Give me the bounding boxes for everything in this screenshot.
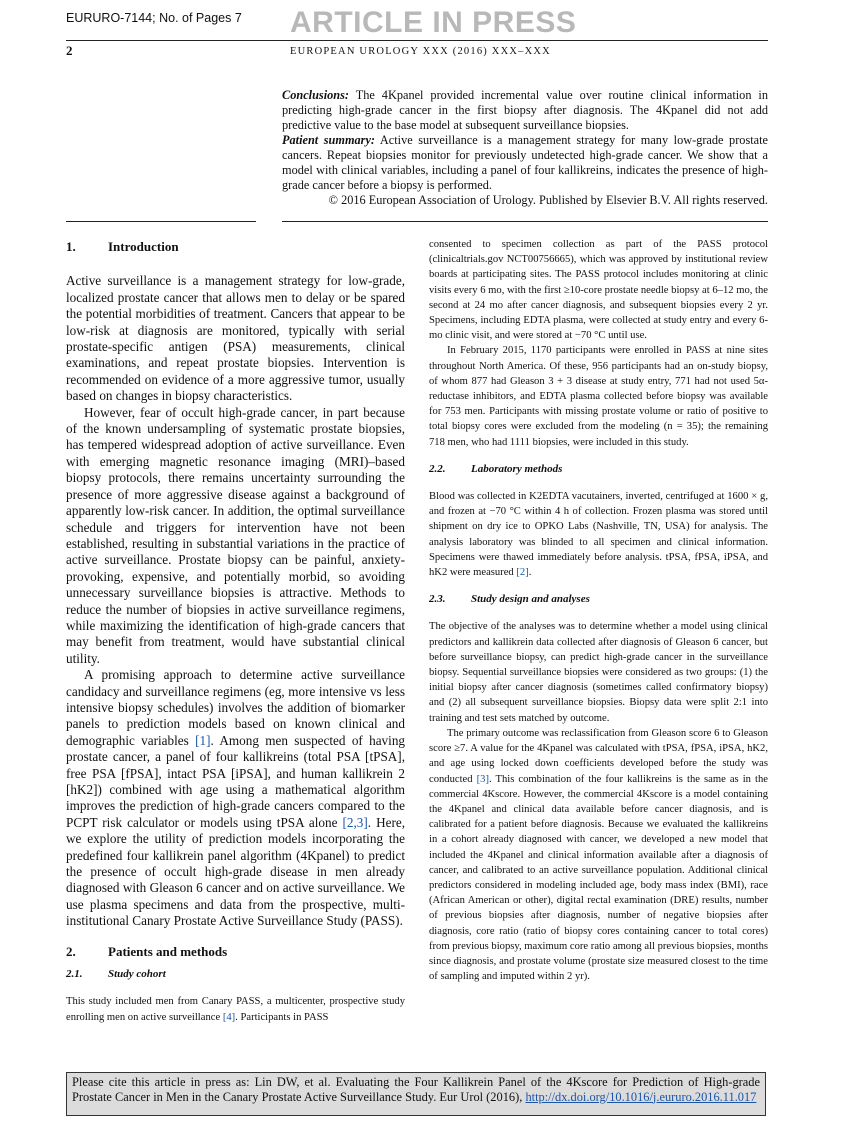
citation-link[interactable]: [2] [516,567,529,579]
conclusions-text: The 4Kpanel provided incremental value over routine clinical information in predicting high-grade cancer in the first biopsy after diagnosis. The 4Kpanel did not add predictive value to the base model at subsequent surveillance biopsies. [282,88,768,132]
citation-link[interactable]: [3] [476,773,489,785]
subsection-title: Study design and analyses [471,593,590,606]
text-run: . Participants in PASS [235,1011,329,1023]
citation-footer-box [66,1072,766,1116]
conclusions-label: Conclusions: [282,88,349,102]
section-title: Introduction [108,239,179,254]
section-number: 1. [66,239,76,254]
cohort-paragraph-2: In February 2015, 1170 participants were enrolled in PASS at nine sites throughout North America. Of these, 956 participants had an on-study biopsy, of whom 877 had Gleason 3 + 3 disease at study entry, 771 had not used 5α-reductase inhibitors, and EDTA plasma collected before biopsy was available for 753 men. Participants with missing prostate volume or ratio of positive to total biopsy cores were excluded from the modeling (n = 35); the remaining 718 men, who had 1111 biopsies, were included in this study. [429,345,768,448]
section-number: 2. [66,943,76,959]
patient-summary-label: Patient summary: [282,133,376,147]
right-abstract-rule [282,221,768,222]
section-title: Patients and methods [108,943,228,959]
study-design-paragraph-2 [429,726,768,984]
intro-paragraph-1: Active surveillance is a management strategy for low-grade, localized prostate cancer that allows men to delay or be spared the potential morbidities of treatment. Cancers that appear to be low-risk at diagnosis are monitored, typically with serial prostate-specific antigen (PSA) measurements, clinical examinations, and repeat prostate biopsies. Intervention is recommended on evidence of a more aggressive tumor, usually based on changes in biopsy characteristics. [66,273,405,404]
header-rule [66,40,768,41]
text-run: . Among men suspected of having prostate cancer, a panel of four kallikreins (total PSA [tPSA], free PSA [fPSA], intact PSA [iPSA], and human kallikrein 2 [hK2]) combined with age using a mathematical algorithm improves the prediction of high-grade cancers compared to the PCPT risk calculator or models using tPSA alone [66,732,406,830]
cohort-paragraph-continued: consented to specimen collection as part of the PASS protocol (clinicaltrials.gov NCT00756665), which was approved by institutional review boards at participating sites. The PASS protocol includes monitoring at clinic visits every 6 mo, with the first ≥10-core prostate needle biopsy at 6–12 mo, the second at 24 mo after cancer diagnosis, and subsequent biopsies every 2 yr. Specimens, including EDTA plasma, were collected at study entry and every 6-mo clinic visit, and were stored at −70 °C until use. [429,239,768,342]
patient-summary-paragraph [282,133,768,193]
intro-paragraph-2: However, fear of occult high-grade cancer, in part because of the known undersampling of systematic prostate biopsies, has tempered widespread adoption of active surveillance. Even with emerging magnetic resonance imaging (MRI)–based biopsy protocols, there remains uncertainty surrounding the presence of more aggressive disease against a background of apparently low-risk cancer. In addition, the optimal surveillance schedule and triggers for intervention have not been established, resulting in substantial variations in the practice of active surveillance. Prostate biopsy can be painful, anxiety-provoking, expensive, and potentially morbid, so avoiding unnecessary surveillance biopsies is attractive. Methods to reduce the number of biopsies in active surveillance regimens, while maximizing the identification of high-grade cancers that may benefit from treatment, would have substantial clinical utility. [66,404,405,666]
citation-text: Please cite this article in press as: Lin DW, et al. Evaluating the Four Kallikrein Panel of the 4Kscore for Prediction of High-grade Prostate Cancer in Men in the Canary Prostate Active Surveillance Study. Eur Urol (2016), [72,1075,760,1104]
text-run: . Here, we explore the utility of prediction models incorporating the predefined four kallikrein panel algorithm (4Kpanel) to predict the presence of occult high-grade disease in men already diagnosed with Gleason 6 cancer and on active surveillance. We use plasma specimens and data from the prospective, multi-institutional Canary Prostate Active Surveillance Study (PASS). [66,814,406,929]
article-id: EURURO-7144; No. of Pages 7 [66,11,242,25]
abstract-block [282,88,768,208]
conclusions-paragraph [282,88,768,133]
right-column [429,237,768,984]
text-run: A promising approach to determine active surveillance candidacy and surveillance regimens (eg, more intensive vs less intensive biopsy schedules) involves the addition of biomarker panels to prediction models based on known clinical and demographic variables [66,667,405,748]
journal-running-head: EUROPEAN UROLOGY XXX (2016) XXX–XXX [290,46,551,57]
citation-link[interactable]: [2,3] [342,814,368,830]
page-number: 2 [66,43,73,58]
section-heading-introduction [66,237,405,255]
article-in-press-banner: ARTICLE IN PRESS [290,6,577,39]
section-heading-patients-methods [66,942,405,960]
study-cohort-paragraph [66,994,405,1024]
left-column [66,237,405,1025]
doi-link[interactable]: http://dx.doi.org/10.1016/j.eururo.2016.11.017 [525,1089,757,1104]
text-run: This study included men from Canary PASS, a multicenter, prospective study enrolling men on active surveillance [66,996,405,1023]
laboratory-paragraph [429,489,768,580]
subsection-number: 2.1. [66,968,83,981]
subsection-number: 2.2. [429,462,446,475]
text-run: . This combination of the four kallikreins is the same as in the commercial 4Kscore. However, the commercial 4Kscore is a model containing the 4Kpanel and clinical data available before cancer diagnosis, and is calibrated for a patient before diagnosis. Because we evaluated the kallikreins in a cohort already diagnosed with cancer, we developed a new model that included the 4Kpanel and clinical information available after a diagnosis of cancer, and calibrated to an active surveillance population. Additional clinical predictors considered in modeling included age, body mass index (BMI), race (African American or other), digital rectal examination (DRE) results, number of previous biopsies after diagnosis, number of negative biopsies after diagnosis, core ratio (ratio of biopsy cores containing cancer to total cores) from previous biopsy, maximum core ratio among all previous biopsies, months since diagnosis, and prostate volume (prostate size measured closest to the time of sampling and imputed within 2 yr). [429,773,768,983]
citation-link[interactable]: [4] [222,1011,236,1023]
patient-summary-text: Active surveillance is a management strategy for many low-grade prostate cancers. Repeat biopsies monitor for previously undetected high-grade cancer. We show that a model with clinical variables, including a panel of four kallikreins, indicates the presence of high-grade cancer before a biopsy is performed. [282,133,768,192]
subsection-number: 2.3. [429,593,446,606]
subsection-title: Study cohort [108,968,166,981]
text-run: Blood was collected in K2EDTA vacutainers, inverted, centrifuged at 1600 × g, and frozen at −70 °C within 4 h of collection. Frozen plasma was stored until shipment on dry ice to OPKO Labs (Nashville, TN, USA) for analysis. The analysis laboratory was blinded to all specimen and clinical information. Specimens were thawed immediately before analysis. tPSA, fPSA, iPSA, and hK2 were measured [429,491,768,579]
subsection-heading-study-cohort [66,966,405,982]
text-run: . [528,567,532,579]
text-run: The primary outcome was reclassification from Gleason score 6 to Gleason score ≥7. A value for the 4Kpanel was calculated with tPSA, fPSA, iPSA, hK2, and age using locked down coefficients developed before the study was conducted [429,727,768,785]
copyright-line: © 2016 European Association of Urology. Published by Elsevier B.V. All rights reserved. [328,193,768,207]
subsection-heading-study-design [429,592,768,607]
study-design-paragraph-1: The objective of the analyses was to determine whether a model using clinical predictors and kallikrein data collected after diagnosis of Gleason 6 cancer, but before surveillance biopsy, can predict high-grade cancer in the surveillance biopsy. Sequential surveillance biopsies were considered as two groups: (1) the initial biopsy after cancer diagnosis (sometimes called confirmatory biopsy) and (2) all subsequent surveillance biopsies. Biopsy data were split 2:1 into training and test sets matched by outcome. [429,621,768,724]
subsection-title: Laboratory methods [471,462,563,475]
intro-paragraph-3 [66,667,405,930]
left-abstract-rule [66,221,256,222]
citation-link[interactable]: [1] [195,732,211,748]
subsection-heading-laboratory-methods [429,462,768,477]
